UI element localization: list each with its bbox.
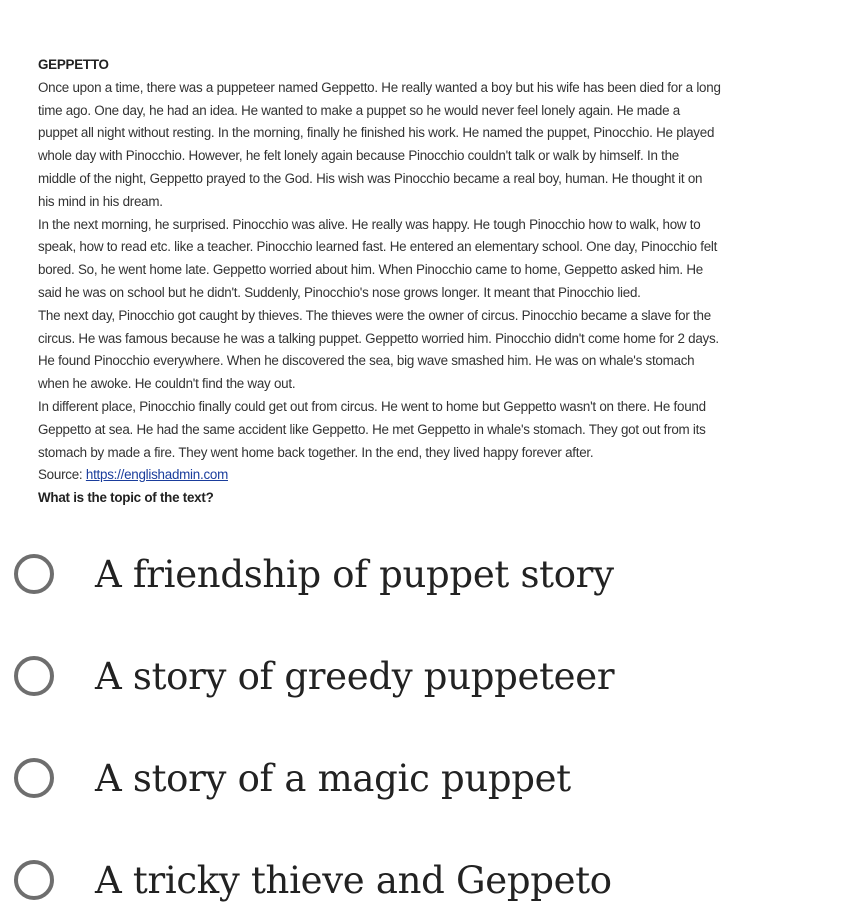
passage-line: He found Pinocchio everywhere. When he discovered the sea, big wave smashed him. He was on whale's stomach: [38, 353, 695, 369]
source-line: [38, 464, 844, 487]
passage-line: stomach by made a fire. They went home back together. In the end, they lived happy forever after.: [38, 444, 594, 460]
radio-button[interactable]: [14, 656, 54, 696]
passage-line: middle of the night, Geppetto prayed to the God. His wish was Pinocchio became a real boy, human. He thought it on: [38, 170, 703, 186]
option-label: A story of greedy puppeteer: [95, 654, 615, 698]
option-3[interactable]: [14, 748, 834, 808]
passage-line: when he awoke. He couldn't find the way out.: [38, 376, 296, 392]
passage-line: Geppetto at sea. He had the same accident like Geppetto. He met Geppetto in whale's stomach. They got out from its: [38, 421, 706, 437]
option-label: A friendship of puppet story: [95, 552, 614, 596]
passage-line: whole day with Pinocchio. However, he felt lonely again because Pinocchio couldn't talk or walk by himself. In the: [38, 148, 679, 164]
passage-line: time ago. One day, he had an idea. He wanted to make a puppet so he would never feel lonely again. He made a: [38, 102, 680, 118]
passage-line: Once upon a time, there was a puppeteer named Geppetto. He really wanted a boy but his wife has been died for a long: [38, 79, 721, 95]
option-label: A tricky thieve and Geppeto: [95, 858, 612, 902]
option-2[interactable]: [14, 646, 834, 706]
passage-title: GEPPETTO: [38, 57, 109, 72]
source-link[interactable]: https://englishadmin.com: [85, 467, 228, 483]
reading-passage: [38, 54, 844, 510]
passage-line: In different place, Pinocchio finally could get out from circus. He went to home but Geppetto wasn't on there. He found: [38, 398, 706, 414]
passage-line: The next day, Pinocchio got caught by thieves. The thieves were the owner of circus. Pinocchio became a slave for the: [38, 307, 711, 323]
option-label: A story of a magic puppet: [95, 756, 571, 800]
question-text: What is the topic of the text?: [38, 490, 214, 506]
passage-line: his mind in his dream.: [38, 193, 163, 209]
radio-button[interactable]: [14, 860, 54, 900]
option-4[interactable]: [14, 850, 834, 910]
source-label: Source:: [38, 467, 86, 483]
passage-line: said he was on school but he didn't. Suddenly, Pinocchio's nose grows longer. It meant that Pinocchio lied.: [38, 284, 641, 300]
option-1[interactable]: [14, 544, 834, 604]
passage-line: puppet all night without resting. In the morning, finally he finished his work. He named the puppet, Pinocchio. He played: [38, 125, 715, 141]
passage-line: speak, how to read etc. like a teacher. Pinocchio learned fast. He entered an elementary school. One day, Pinocchio felt: [38, 239, 718, 255]
radio-button[interactable]: [14, 758, 54, 798]
passage-line: circus. He was famous because he was a talking puppet. Geppetto worried him. Pinocchio didn't come home for 2 days.: [38, 330, 719, 346]
passage-line: bored. So, he went home late. Geppetto worried about him. When Pinocchio came to home, Geppetto asked him. He: [38, 262, 703, 278]
passage-line: In the next morning, he surprised. Pinocchio was alive. He really was happy. He tough Pinocchio how to walk, how to: [38, 216, 701, 232]
radio-button[interactable]: [14, 554, 54, 594]
